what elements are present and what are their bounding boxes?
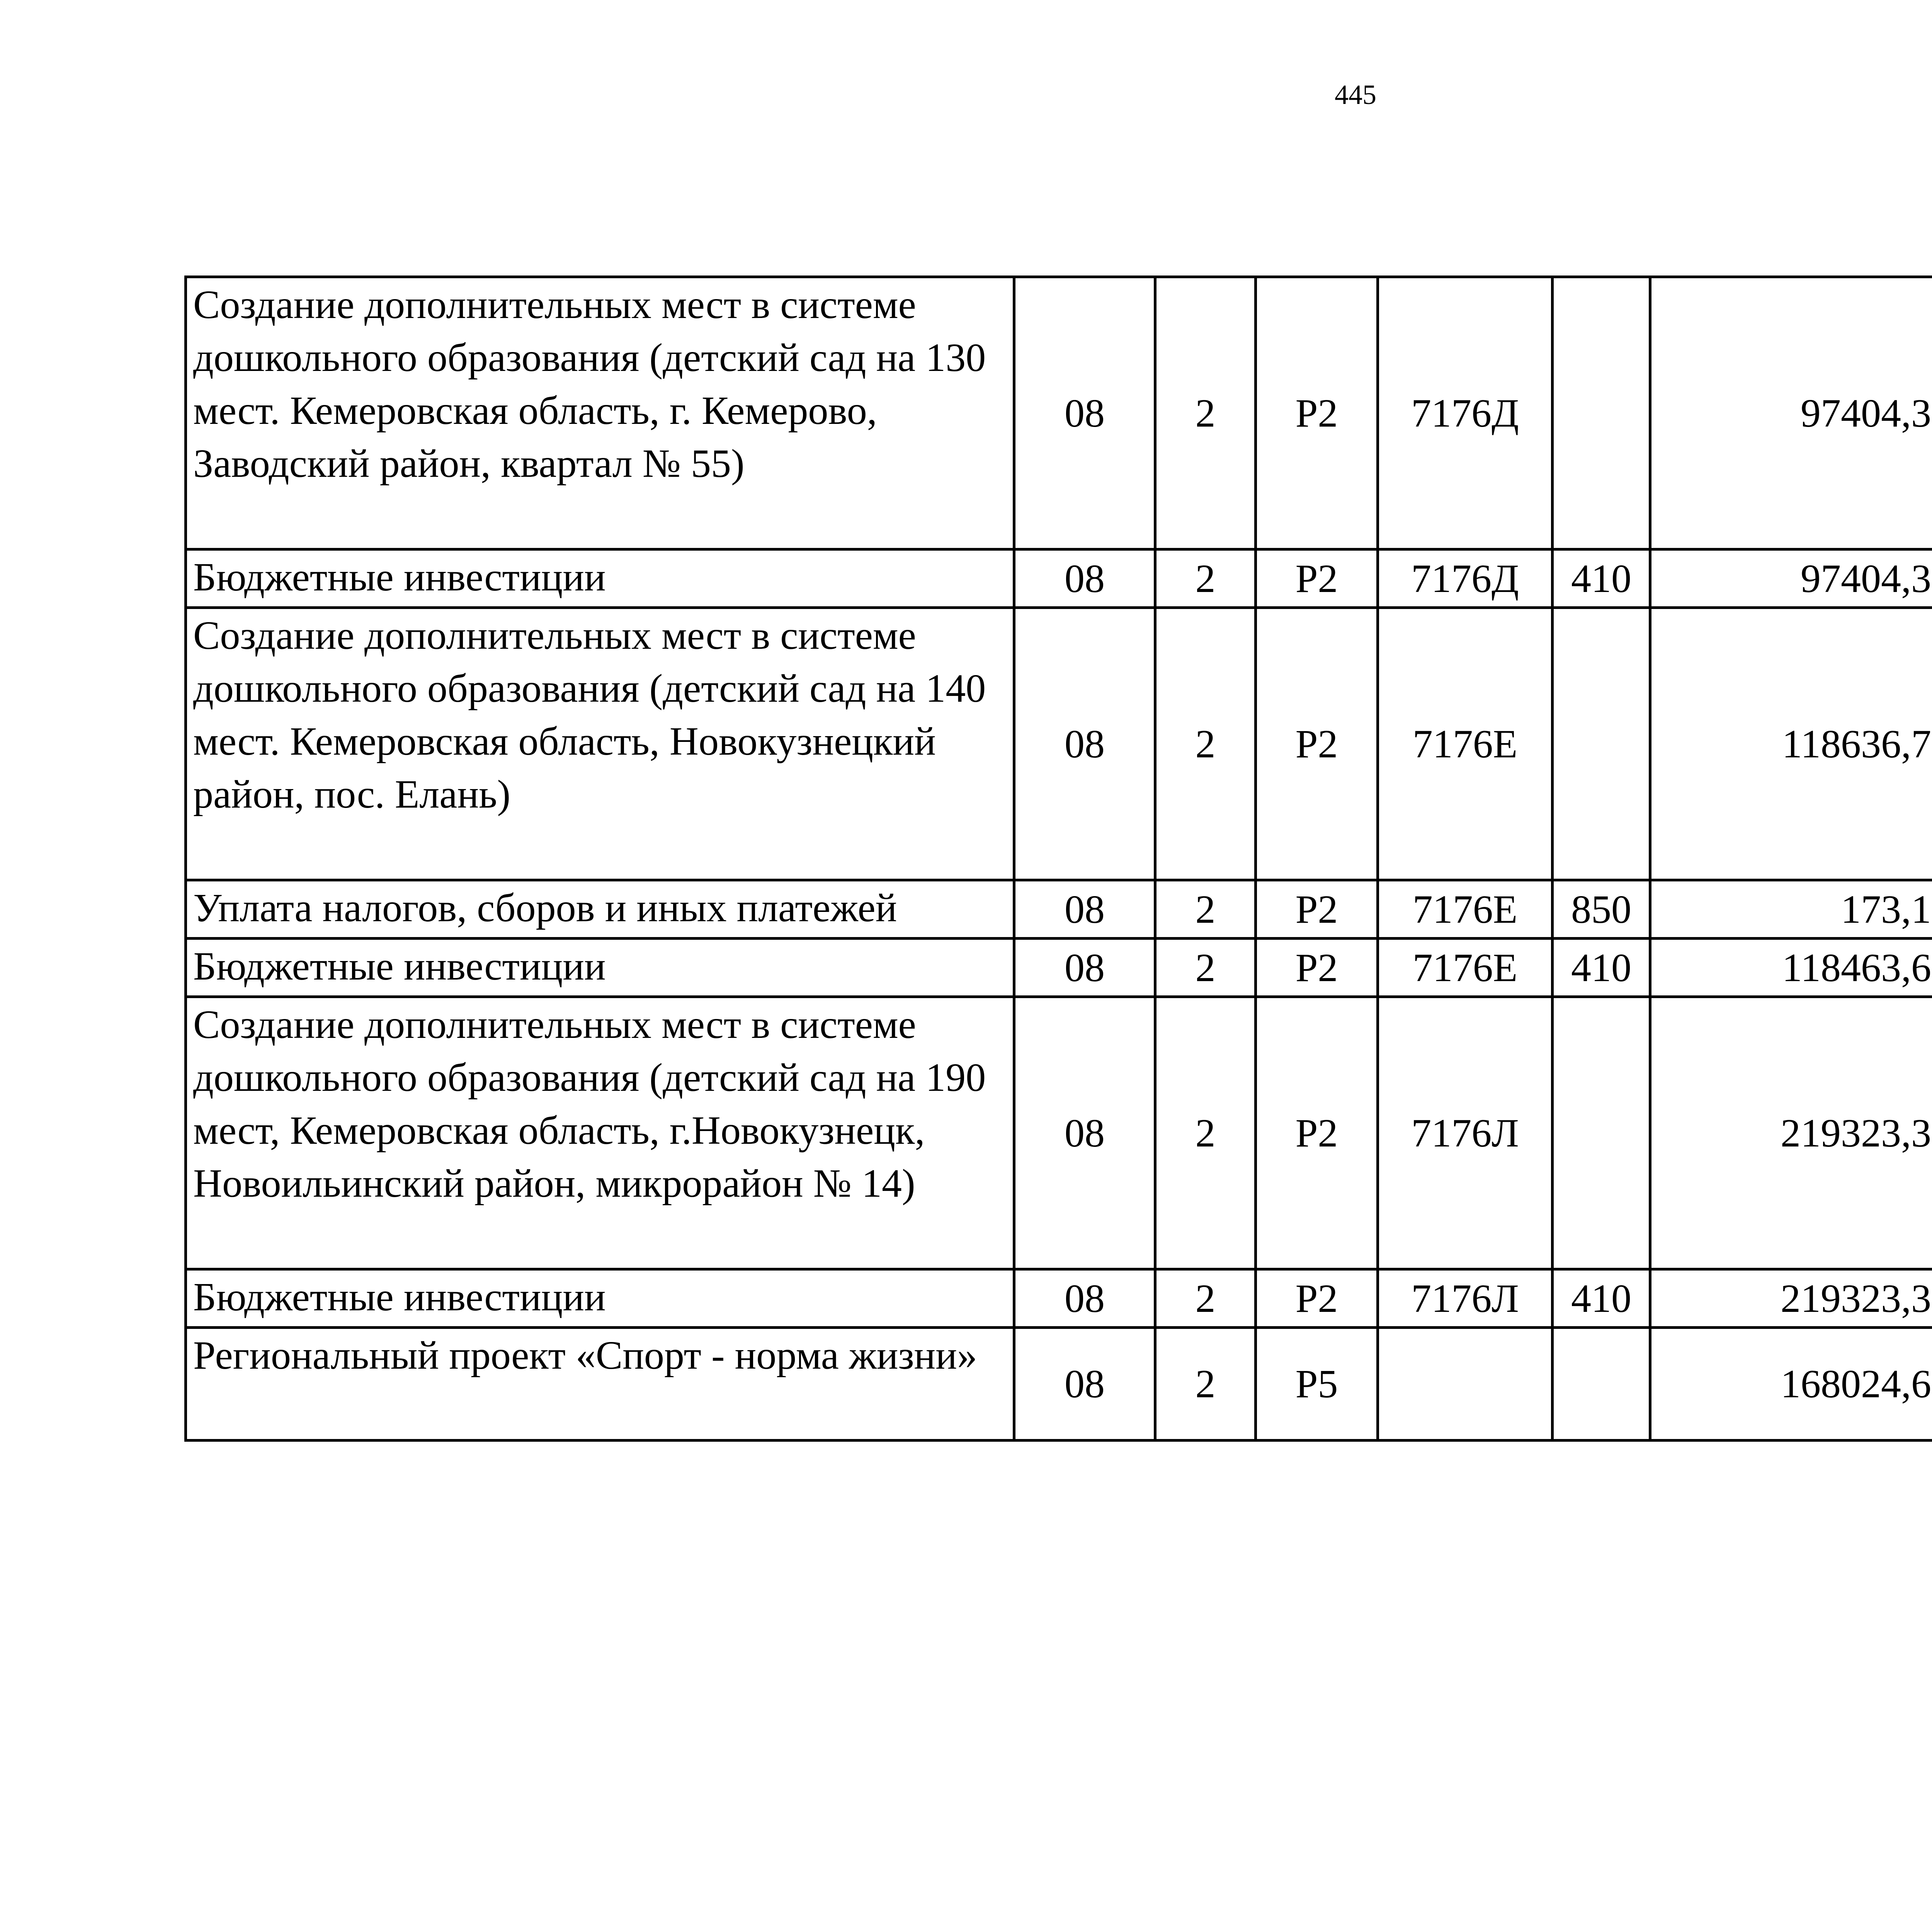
row-section: 08 bbox=[1014, 1269, 1155, 1328]
row-code: 7176Е bbox=[1378, 608, 1553, 880]
table-row bbox=[186, 1328, 1932, 1441]
row-code: 7176Е bbox=[1378, 880, 1553, 939]
row-section: 08 bbox=[1014, 939, 1155, 997]
row-subsection: 2 bbox=[1155, 1328, 1256, 1441]
row-section: 08 bbox=[1014, 608, 1155, 880]
row-section: 08 bbox=[1014, 1328, 1155, 1441]
row-amount: 118636,7 bbox=[1650, 608, 1932, 880]
row-name: Бюджетные инвестиции bbox=[186, 1269, 1014, 1328]
row-expense-type: 410 bbox=[1553, 549, 1650, 608]
row-subsection: 2 bbox=[1155, 939, 1256, 997]
budget-table bbox=[184, 276, 1932, 1442]
row-name: Создание дополнительных мест в системе дошкольного образования (детский сад на 190 мест, Кемеровская область, г.Новокузнецк, Новоильинский район, микрорайон № 14) bbox=[186, 997, 1014, 1269]
row-subsection: 2 bbox=[1155, 277, 1256, 549]
table-row bbox=[186, 939, 1932, 997]
row-expense-type: 410 bbox=[1553, 939, 1650, 997]
row-expense-type bbox=[1553, 1328, 1650, 1441]
row-name: Уплата налогов, сборов и иных платежей bbox=[186, 880, 1014, 939]
row-expense-type bbox=[1553, 608, 1650, 880]
row-program: P2 bbox=[1256, 880, 1378, 939]
row-program: P2 bbox=[1256, 997, 1378, 1269]
page-number: 445 bbox=[1335, 79, 1376, 110]
row-expense-type bbox=[1553, 277, 1650, 549]
row-program: P2 bbox=[1256, 939, 1378, 997]
row-program: P2 bbox=[1256, 1269, 1378, 1328]
row-expense-type: 850 bbox=[1553, 880, 1650, 939]
table-row bbox=[186, 1269, 1932, 1328]
row-code: 7176Л bbox=[1378, 997, 1553, 1269]
row-program: P5 bbox=[1256, 1328, 1378, 1441]
row-name: Бюджетные инвестиции bbox=[186, 939, 1014, 997]
row-name: Создание дополнительных мест в системе дошкольного образования (детский сад на 140 мест. Кемеровская область, Новокузнецкий район, пос. Елань) bbox=[186, 608, 1014, 880]
row-amount: 219323,3 bbox=[1650, 997, 1932, 1269]
row-subsection: 2 bbox=[1155, 608, 1256, 880]
row-code: 7176Е bbox=[1378, 939, 1553, 997]
row-code: 7176Д bbox=[1378, 277, 1553, 549]
table-row bbox=[186, 277, 1932, 549]
row-program: P2 bbox=[1256, 608, 1378, 880]
row-code bbox=[1378, 1328, 1553, 1441]
row-expense-type bbox=[1553, 997, 1650, 1269]
row-subsection: 2 bbox=[1155, 549, 1256, 608]
row-section: 08 bbox=[1014, 997, 1155, 1269]
row-subsection: 2 bbox=[1155, 880, 1256, 939]
row-subsection: 2 bbox=[1155, 1269, 1256, 1328]
row-amount: 219323,3 bbox=[1650, 1269, 1932, 1328]
row-code: 7176Л bbox=[1378, 1269, 1553, 1328]
row-section: 08 bbox=[1014, 880, 1155, 939]
row-section: 08 bbox=[1014, 277, 1155, 549]
row-expense-type: 410 bbox=[1553, 1269, 1650, 1328]
row-subsection: 2 bbox=[1155, 997, 1256, 1269]
row-amount: 97404,3 bbox=[1650, 549, 1932, 608]
row-name: Региональный проект «Спорт - норма жизни» bbox=[186, 1328, 1014, 1441]
row-program: P2 bbox=[1256, 549, 1378, 608]
table-row bbox=[186, 997, 1932, 1269]
table-row bbox=[186, 549, 1932, 608]
row-section: 08 bbox=[1014, 549, 1155, 608]
row-program: P2 bbox=[1256, 277, 1378, 549]
row-amount: 118463,6 bbox=[1650, 939, 1932, 997]
row-name: Бюджетные инвестиции bbox=[186, 549, 1014, 608]
row-name: Создание дополнительных мест в системе дошкольного образования (детский сад на 130 мест. Кемеровская область, г. Кемерово, Заводский район, квартал № 55) bbox=[186, 277, 1014, 549]
row-amount: 97404,3 bbox=[1650, 277, 1932, 549]
row-code: 7176Д bbox=[1378, 549, 1553, 608]
row-amount: 168024,6 bbox=[1650, 1328, 1932, 1441]
row-amount: 173,1 bbox=[1650, 880, 1932, 939]
table-row bbox=[186, 880, 1932, 939]
table-row bbox=[186, 608, 1932, 880]
